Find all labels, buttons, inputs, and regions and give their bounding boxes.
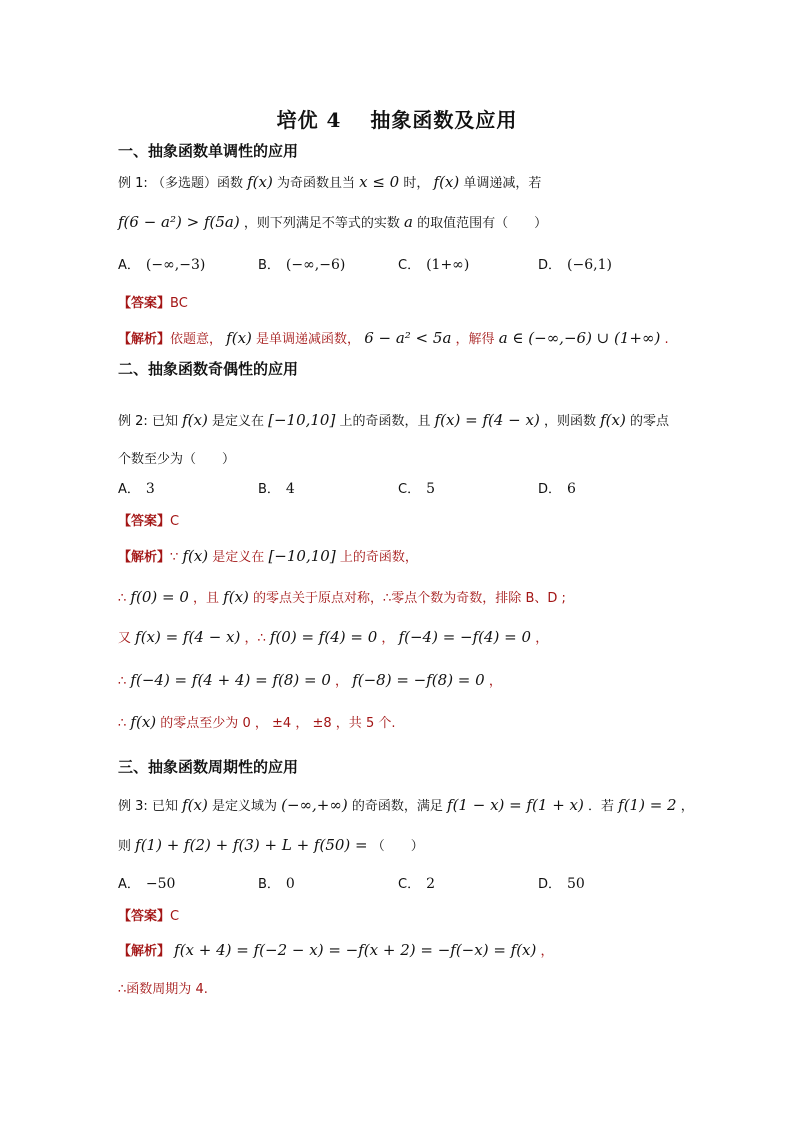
text: 是定义域为 — [211, 799, 277, 814]
option-value: 50 — [567, 876, 585, 892]
text: 则 — [118, 839, 132, 854]
option-value: 3 — [145, 481, 155, 497]
example-label: 例 2: — [118, 414, 148, 429]
answer-value: C — [170, 514, 180, 529]
option-d[interactable] — [538, 478, 576, 497]
analysis-2-line-3 — [118, 627, 548, 646]
math: f(−4) = −f(4) = 0 — [398, 628, 532, 646]
math: a ∈ (−∞,−6) ∪ (1+∞) — [498, 329, 661, 347]
option-value: (−6,1) — [567, 257, 612, 273]
page-title: 培优 4 抽象函数及应用 — [276, 108, 518, 132]
text: ; — [561, 591, 566, 606]
analysis-3-line-1 — [118, 940, 554, 959]
analysis-label: 【解析】 — [118, 332, 171, 347]
option-c[interactable] — [398, 478, 435, 497]
math: f(1) = 2 — [618, 796, 677, 814]
text: 个. — [378, 716, 396, 731]
option-letter: B． — [258, 482, 280, 497]
text: ，共 — [335, 716, 362, 731]
answer-value: C — [170, 909, 180, 924]
option-letter: C． — [398, 258, 421, 273]
text: 是定义在 — [212, 550, 265, 565]
text: ．若 — [588, 799, 615, 814]
option-letter: D． — [538, 258, 562, 273]
math: (−∞,+∞) — [281, 796, 348, 814]
option-letter: A． — [118, 877, 140, 892]
option-b[interactable] — [258, 873, 295, 892]
option-letter: A． — [118, 258, 140, 273]
example-1-line-1 — [118, 172, 541, 191]
answer-label: 【答案】 — [118, 909, 171, 924]
example-label: 例 3: — [118, 799, 148, 814]
option-letter: D． — [538, 877, 562, 892]
text: （ ） — [371, 839, 424, 854]
math: f(x) — [182, 411, 208, 429]
text: ， — [488, 674, 502, 689]
analysis-2-line-4 — [118, 670, 502, 689]
math: f(6 − a²) > f(5a) — [118, 213, 240, 231]
text: 已知 — [151, 414, 178, 429]
option-d[interactable] — [538, 254, 612, 273]
analysis-1 — [118, 328, 669, 347]
math: f(x) — [247, 173, 273, 191]
math: f(x) — [130, 713, 157, 731]
math: f(x) = f(4 − x) — [434, 411, 540, 429]
text: 的零点 — [629, 414, 669, 429]
math: [−10,10] — [268, 547, 336, 565]
math: f(x) — [433, 173, 460, 191]
analysis-label: 【解析】 — [118, 550, 171, 565]
option-value: 5 — [426, 481, 435, 497]
text: ， — [680, 799, 694, 814]
option-value: −50 — [145, 876, 176, 892]
text: 的零点关于原点对称，∴零点个数为奇数，排除 — [253, 591, 522, 606]
option-value: (−∞,−6) — [285, 257, 346, 273]
analysis-2-line-1 — [118, 546, 418, 565]
math: f(−8) = −f(8) = 0 — [352, 671, 485, 689]
math: f(x) — [182, 796, 208, 814]
answer-1 — [118, 292, 188, 311]
math: f(1) + f(2) + f(3) + L + f(50) = — [135, 836, 368, 854]
text: ，解得 — [455, 332, 495, 347]
option-letter: D． — [538, 482, 562, 497]
text: 函数周期为 — [126, 982, 192, 997]
analysis-3-line-2 — [118, 978, 208, 997]
answer-3 — [118, 905, 179, 924]
option-letter: B． — [258, 258, 280, 273]
answer-label: 【答案】 — [118, 296, 171, 311]
option-letter: C． — [398, 482, 421, 497]
option-letter: C． — [398, 877, 421, 892]
text: ∵ — [170, 550, 179, 565]
text: ∴ — [118, 716, 127, 731]
math: f(x) — [223, 588, 249, 606]
example-2-line-1 — [118, 410, 669, 429]
math: x ≤ 0 — [359, 173, 400, 191]
text: ， — [535, 631, 549, 646]
analysis-label: 【解析】 — [118, 944, 171, 959]
text: （多选题）函数 — [151, 176, 243, 191]
text: 的奇函数，满足 — [351, 799, 443, 814]
text: 的取值范围有（ ） — [417, 216, 548, 231]
text: ， — [540, 944, 554, 959]
option-a[interactable] — [118, 478, 155, 497]
text: 0 — [242, 716, 251, 731]
math: 6 − a² < 5a — [364, 329, 452, 347]
option-d[interactable] — [538, 873, 585, 892]
example-label: 例 1: — [118, 176, 148, 191]
answer-label: 【答案】 — [118, 514, 171, 529]
option-value: 2 — [426, 876, 435, 892]
example-3-line-1 — [118, 795, 694, 814]
math: f(x) — [226, 329, 252, 347]
text: 上的奇函数，且 — [339, 414, 431, 429]
analysis-2-line-5 — [118, 712, 396, 731]
option-letter: B． — [258, 877, 280, 892]
math: f(0) = 0 — [130, 588, 189, 606]
text: 单调递减，若 — [463, 176, 542, 191]
text: 又 — [118, 631, 132, 646]
option-value: (1+∞) — [426, 257, 470, 273]
math: f(x) — [600, 411, 626, 429]
math: f(x) = f(4 − x) — [135, 628, 241, 646]
option-value: (−∞,−3) — [145, 257, 206, 273]
math: [−10,10] — [268, 411, 336, 429]
option-b[interactable] — [258, 254, 345, 273]
math: f(0) = f(4) = 0 — [269, 628, 378, 646]
text: 上的奇函数， — [339, 550, 418, 565]
math: f(−4) = f(4 + 4) = f(8) = 0 — [130, 671, 331, 689]
text: ， — [254, 716, 268, 731]
option-c[interactable] — [398, 254, 469, 273]
text: 是单调递减函数， — [256, 332, 361, 347]
option-value: 6 — [567, 481, 576, 497]
text: ，则下列满足不等式的实数 — [243, 216, 400, 231]
text: 是定义在 — [211, 414, 264, 429]
text: ±4 — [272, 716, 292, 731]
option-a[interactable] — [118, 873, 175, 892]
text: 时， — [403, 176, 430, 191]
text: ±8 — [312, 716, 332, 731]
text: . — [203, 982, 208, 997]
text: 的零点至少为 — [160, 716, 239, 731]
option-value: 0 — [285, 876, 295, 892]
text: 4 — [195, 982, 204, 997]
math: f(1 − x) = f(1 + x) — [447, 796, 584, 814]
option-b[interactable] — [258, 478, 295, 497]
math: a — [404, 213, 413, 231]
text: ，则函数 — [543, 414, 596, 429]
option-a[interactable] — [118, 254, 205, 273]
option-c[interactable] — [398, 873, 435, 892]
text: 依题意， — [170, 332, 223, 347]
text: . — [664, 332, 669, 347]
analysis-2-line-2 — [118, 587, 566, 606]
text: ，∴ — [244, 631, 266, 646]
math: f(x + 4) = f(−2 − x) = −f(x + 2) = −f(−x) = f(x) — [174, 941, 537, 959]
text: 为奇函数且当 — [276, 176, 355, 191]
section-heading-3: 三、抽象函数周期性的应用 — [118, 758, 299, 776]
text: ， — [381, 631, 395, 646]
option-letter: A． — [118, 482, 140, 497]
text: ∴ — [118, 674, 127, 689]
text: ，且 — [193, 591, 220, 606]
text: 已知 — [151, 799, 178, 814]
section-heading-1: 一、抽象函数单调性的应用 — [118, 142, 299, 160]
math: f(x) — [182, 547, 209, 565]
example-2-line-2: 个数至少为（ ） — [118, 452, 236, 467]
text: ， — [335, 674, 349, 689]
section-heading-2: 二、抽象函数奇偶性的应用 — [118, 360, 299, 378]
text: ∴ — [118, 982, 127, 997]
text: ∴ — [118, 591, 127, 606]
answer-2 — [118, 510, 179, 529]
text: 5 — [365, 716, 375, 731]
answer-value: BC — [170, 296, 188, 311]
option-value: 4 — [285, 481, 295, 497]
example-1-line-2 — [118, 212, 547, 231]
text: ， — [295, 716, 309, 731]
text: B、D — [525, 591, 558, 606]
example-3-line-2 — [118, 835, 424, 854]
